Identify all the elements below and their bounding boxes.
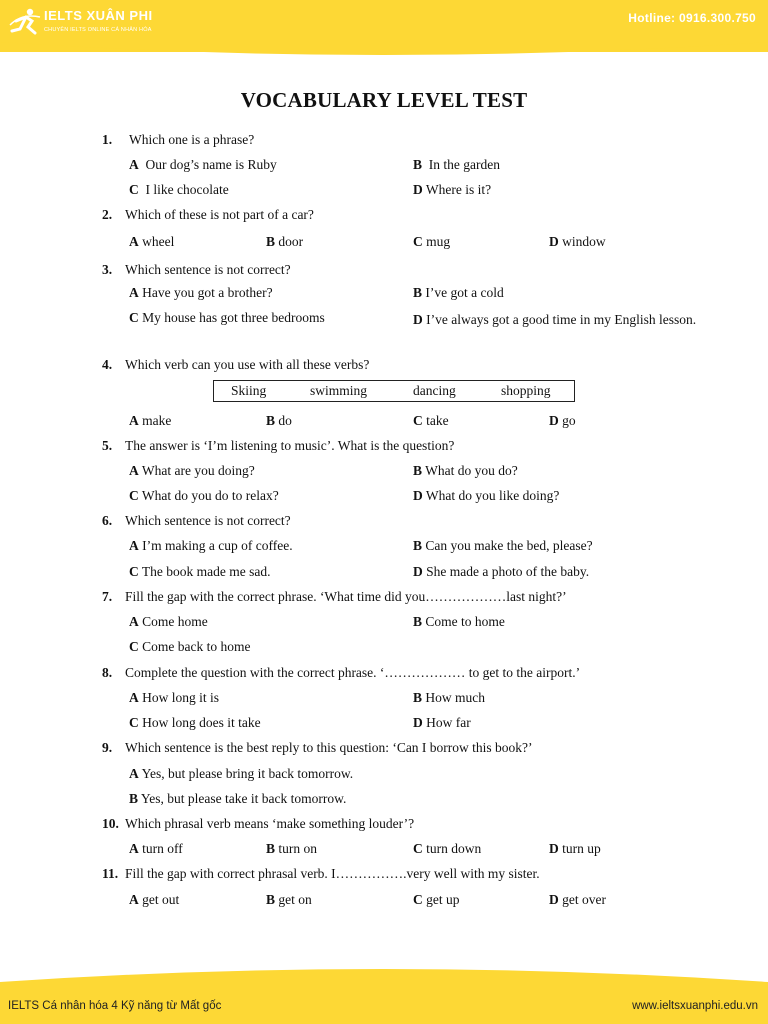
option-letter: A [129, 690, 139, 705]
question-10-number: 10. [102, 816, 119, 831]
question-3-text: Which sentence is not correct? [125, 262, 291, 277]
question-5-option-c [129, 488, 279, 504]
question-8-option-b [413, 690, 485, 706]
footer-tagline: IELTS Cá nhân hóa 4 Kỹ năng từ Mất gốc [8, 1000, 222, 1012]
question-10-text: Which phrasal verb means ‘make something louder’? [125, 816, 415, 831]
question-4-option-b [266, 413, 292, 429]
option-text: Yes, but please bring it back tomorrow. [141, 766, 354, 781]
question-11-option-c [413, 892, 460, 908]
question-7-text: Fill the gap with the correct phrase. ‘What time did you………………last night?’ [125, 589, 567, 604]
question-11-option-d [549, 892, 606, 908]
question-5-option-b [413, 463, 518, 479]
option-text: How long it is [142, 690, 220, 705]
option-letter: B [413, 538, 423, 553]
option-letter: D [549, 892, 559, 907]
option-letter: C [129, 564, 139, 579]
question-8-text: Complete the question with the correct phrase. ‘……………… to get to the airport.’ [125, 665, 581, 680]
option-text: How far [426, 715, 471, 730]
page-footer [0, 984, 768, 1024]
option-text: make [142, 413, 172, 428]
option-text: turn up [562, 841, 601, 856]
option-letter: B [129, 791, 139, 806]
question-4-option-c [413, 413, 449, 429]
question-4-number: 4. [102, 357, 113, 372]
option-text: I’ve always got a good time in my English lesson. [426, 312, 697, 327]
question-11-option-a [129, 892, 179, 908]
option-text: I’m making a cup of coffee. [142, 538, 293, 553]
option-letter: D [549, 413, 559, 428]
option-letter: B [413, 285, 423, 300]
question-8-number: 8. [102, 665, 113, 680]
option-text: turn on [278, 841, 318, 856]
question-1-number: 1. [102, 132, 113, 147]
question-3-option-c [129, 310, 325, 326]
option-text: What do you do? [425, 463, 518, 478]
question-3-option-b [413, 285, 504, 301]
brand-logo [8, 6, 153, 40]
option-text: Have you got a brother? [142, 285, 273, 300]
question-6-option-d [413, 564, 589, 580]
question-1-option-d [413, 182, 491, 198]
question-6-option-b [413, 538, 593, 554]
question-9-text: Which sentence is the best reply to this question: ‘Can I borrow this book?’ [125, 740, 533, 755]
question-5-text: The answer is ‘I’m listening to music’. What is the question? [125, 438, 455, 453]
option-text: I like chocolate [145, 182, 229, 197]
option-text: wheel [142, 234, 175, 249]
question-8-option-a [129, 690, 219, 706]
option-letter: C [129, 182, 139, 197]
option-letter: D [549, 234, 559, 249]
option-text: get out [142, 892, 180, 907]
question-1-option-a [129, 157, 277, 173]
runner-logo-icon [8, 7, 42, 39]
question-5-number: 5. [102, 438, 113, 453]
option-letter: B [266, 841, 276, 856]
option-letter: B [413, 690, 423, 705]
option-letter: A [129, 892, 139, 907]
option-text: Can you make the bed, please? [425, 538, 593, 553]
option-text: get up [426, 892, 460, 907]
option-letter: B [266, 234, 276, 249]
option-text: window [562, 234, 606, 249]
question-2-text: Which of these is not part of a car? [125, 207, 314, 222]
option-letter: C [129, 715, 139, 730]
question-1-option-b [413, 157, 500, 173]
question-2-option-b [266, 234, 303, 250]
question-10-option-a [129, 841, 183, 857]
option-text: What do you like doing? [425, 488, 560, 503]
question-2-option-c [413, 234, 450, 250]
question-3-number: 3. [102, 262, 113, 277]
option-letter: D [413, 312, 423, 327]
option-letter: C [413, 892, 423, 907]
option-text: get over [562, 892, 606, 907]
option-letter: C [129, 310, 139, 325]
option-text: Yes, but please take it back tomorrow. [140, 791, 347, 806]
option-letter: A [129, 614, 139, 629]
option-letter: D [413, 488, 423, 503]
option-letter: B [266, 413, 276, 428]
option-text: do [278, 413, 292, 428]
option-text: turn off [142, 841, 183, 856]
option-text: take [426, 413, 449, 428]
question-7-option-c [129, 639, 250, 655]
option-text: My house has got three bedrooms [142, 310, 325, 325]
option-letter: D [413, 182, 423, 197]
option-letter: C [129, 639, 139, 654]
question-4-option-d [549, 413, 576, 429]
question-6-option-a [129, 538, 293, 554]
question-6-text: Which sentence is not correct? [125, 513, 291, 528]
option-letter: A [129, 234, 139, 249]
question-1-option-c [129, 182, 229, 198]
question-11-option-b [266, 892, 312, 908]
question-5-option-d [413, 488, 559, 504]
verb-box-item: Skiing [231, 383, 267, 398]
option-text: get on [278, 892, 312, 907]
option-text: What do you do to relax? [141, 488, 279, 503]
logo-name: IELTS XUÂN PHI [44, 8, 153, 23]
question-6-number: 6. [102, 513, 113, 528]
option-letter: B [266, 892, 276, 907]
question-7-option-b [413, 614, 505, 630]
option-letter: A [129, 463, 139, 478]
option-text: In the garden [428, 157, 500, 172]
option-text: The book made me sad. [141, 564, 271, 579]
option-letter: C [413, 413, 423, 428]
option-text: Come to home [425, 614, 505, 629]
option-text: mug [426, 234, 451, 249]
option-letter: B [413, 614, 423, 629]
question-4-option-a [129, 413, 171, 429]
footer-website-link[interactable]: www.ieltsxuanphi.edu.vn [632, 1000, 758, 1012]
question-10-option-c [413, 841, 481, 857]
option-text: Come home [142, 614, 208, 629]
question-1-text: Which one is a phrase? [129, 132, 255, 147]
option-letter: C [413, 234, 423, 249]
verb-box-item: shopping [501, 383, 551, 398]
question-9-option-a [129, 766, 353, 782]
question-11-number: 11. [102, 866, 119, 881]
option-letter: A [129, 766, 139, 781]
option-text: Where is it? [425, 182, 492, 197]
option-letter: A [129, 841, 139, 856]
question-2-option-a [129, 234, 174, 250]
option-letter: A [129, 285, 139, 300]
question-10-option-d [549, 841, 601, 857]
option-letter: A [129, 538, 139, 553]
hotline-text: Hotline: 0916.300.750 [628, 11, 756, 25]
footer-curve-shape [0, 962, 768, 986]
option-text: How much [425, 690, 486, 705]
option-letter: C [129, 488, 139, 503]
question-5-option-a [129, 463, 255, 479]
question-10-option-b [266, 841, 317, 857]
question-3-option-a [129, 285, 273, 301]
question-11-text: Fill the gap with correct phrasal verb. I…………….very well with my sister. [125, 866, 540, 881]
logo-text-block [44, 9, 153, 37]
option-text: She made a photo of the baby. [426, 564, 590, 579]
option-letter: B [413, 463, 423, 478]
option-text: door [278, 234, 304, 249]
option-text: Come back to home [142, 639, 251, 654]
page-header [0, 0, 768, 52]
verb-box-item: swimming [310, 383, 368, 398]
question-4-text: Which verb can you use with all these verbs? [125, 357, 370, 372]
question-9-option-b [129, 791, 346, 807]
option-letter: D [413, 715, 423, 730]
option-text: go [562, 413, 576, 428]
option-text: turn down [426, 841, 482, 856]
option-text: What are you doing? [141, 463, 255, 478]
option-letter: B [413, 157, 423, 172]
option-letter: D [413, 564, 423, 579]
option-text: How long does it take [142, 715, 261, 730]
option-letter: A [129, 157, 139, 172]
option-text: Our dog’s name is Ruby [145, 157, 277, 172]
option-letter: C [413, 841, 423, 856]
option-letter: D [549, 841, 559, 856]
question-7-option-a [129, 614, 208, 630]
option-text: I’ve got a cold [425, 285, 504, 300]
page-title: VOCABULARY LEVEL TEST [240, 88, 528, 112]
question-2-number: 2. [102, 207, 113, 222]
question-3-option-d [413, 310, 703, 329]
question-8-option-d [413, 715, 471, 731]
question-2-option-d [549, 234, 606, 250]
option-letter: A [129, 413, 139, 428]
question-9-number: 9. [102, 740, 113, 755]
header-curve-shape [0, 38, 768, 78]
question-8-option-c [129, 715, 261, 731]
question-7-number: 7. [102, 589, 113, 604]
question-6-option-c [129, 564, 270, 580]
verb-box-item: dancing [413, 383, 456, 398]
logo-tagline: CHUYÊN IELTS ONLINE CÁ NHÂN HÓA [44, 27, 152, 33]
